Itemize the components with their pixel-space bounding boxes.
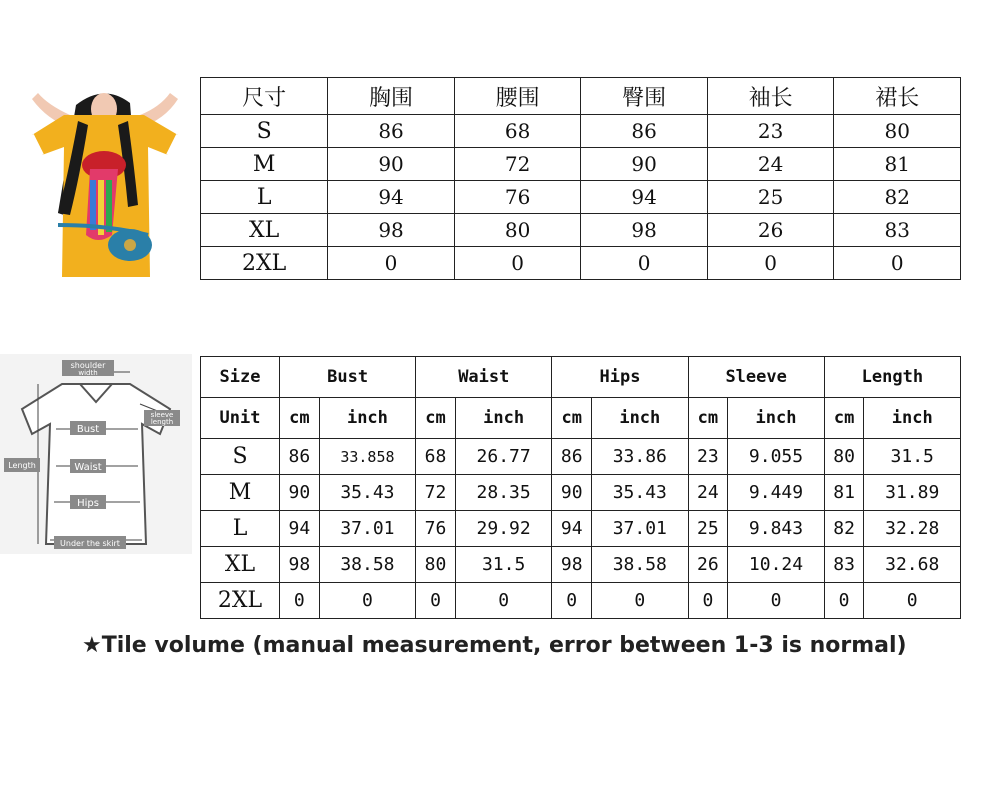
cn-value-cell: 86 bbox=[328, 115, 455, 148]
en-value-cell: 35.43 bbox=[319, 475, 416, 511]
en-size-cell: 2XL bbox=[201, 583, 280, 619]
cn-size-cell: XL bbox=[201, 214, 328, 247]
en-value-cell: 90 bbox=[280, 475, 320, 511]
product-photo bbox=[18, 85, 190, 277]
en-value-cell: 0 bbox=[864, 583, 961, 619]
en-value-cell: 37.01 bbox=[592, 511, 689, 547]
en-value-cell: 0 bbox=[280, 583, 320, 619]
en-value-cell: 0 bbox=[728, 583, 825, 619]
en-size-cell: XL bbox=[201, 547, 280, 583]
en-group-header: Waist bbox=[416, 357, 552, 398]
en-size-cell: S bbox=[201, 439, 280, 475]
en-value-cell: 33.858 bbox=[319, 439, 416, 475]
en-value-cell: 31.5 bbox=[455, 547, 552, 583]
en-unit-cell: cm bbox=[280, 398, 320, 439]
cn-value-cell: 98 bbox=[581, 214, 708, 247]
cn-size-cell: M bbox=[201, 148, 328, 181]
en-value-cell: 23 bbox=[688, 439, 728, 475]
cn-size-cell: S bbox=[201, 115, 328, 148]
cn-value-cell: 76 bbox=[454, 181, 581, 214]
en-unit-cell: inch bbox=[592, 398, 689, 439]
cn-header-cell: 尺寸 bbox=[201, 78, 328, 115]
en-value-cell: 81 bbox=[824, 475, 864, 511]
cn-size-table bbox=[200, 77, 961, 280]
diagram-label-bust: Bust bbox=[76, 424, 100, 435]
en-value-cell: 26 bbox=[688, 547, 728, 583]
cn-header-cell: 胸围 bbox=[328, 78, 455, 115]
en-value-cell: 0 bbox=[688, 583, 728, 619]
en-header-row bbox=[201, 357, 961, 398]
cn-value-cell: 98 bbox=[328, 214, 455, 247]
en-value-cell: 0 bbox=[455, 583, 552, 619]
en-table-row bbox=[201, 511, 961, 547]
cn-value-cell: 68 bbox=[454, 115, 581, 148]
diagram-label-hips: Hips bbox=[77, 498, 99, 509]
en-value-cell: 0 bbox=[319, 583, 416, 619]
cn-value-cell: 94 bbox=[581, 181, 708, 214]
en-value-cell: 0 bbox=[824, 583, 864, 619]
en-value-cell: 0 bbox=[552, 583, 592, 619]
en-unit-row bbox=[201, 398, 961, 439]
cn-value-cell: 86 bbox=[581, 115, 708, 148]
cn-value-cell: 0 bbox=[707, 247, 834, 280]
cn-value-cell: 90 bbox=[581, 148, 708, 181]
en-value-cell: 80 bbox=[416, 547, 456, 583]
en-group-header: Sleeve bbox=[688, 357, 824, 398]
en-unit-cell: cm bbox=[824, 398, 864, 439]
en-size-label: Size bbox=[201, 357, 280, 398]
cn-header-row bbox=[201, 78, 961, 115]
en-size-cell: M bbox=[201, 475, 280, 511]
diagram-label-waist: Waist bbox=[74, 462, 102, 473]
cn-value-cell: 94 bbox=[328, 181, 455, 214]
measurement-note: ★Tile volume (manual measurement, error between 1-3 is normal) bbox=[82, 633, 907, 658]
en-value-cell: 31.5 bbox=[864, 439, 961, 475]
en-group-header: Length bbox=[824, 357, 960, 398]
en-value-cell: 94 bbox=[280, 511, 320, 547]
cn-value-cell: 24 bbox=[707, 148, 834, 181]
cn-value-cell: 0 bbox=[454, 247, 581, 280]
en-value-cell: 25 bbox=[688, 511, 728, 547]
cn-table-row bbox=[201, 247, 961, 280]
en-value-cell: 38.58 bbox=[592, 547, 689, 583]
en-value-cell: 29.92 bbox=[455, 511, 552, 547]
en-value-cell: 0 bbox=[592, 583, 689, 619]
en-value-cell: 26.77 bbox=[455, 439, 552, 475]
en-unit-cell: inch bbox=[864, 398, 961, 439]
cn-header-cell: 臀围 bbox=[581, 78, 708, 115]
en-value-cell: 86 bbox=[280, 439, 320, 475]
diagram-label-hem: Under the skirt bbox=[60, 539, 120, 548]
en-unit-label: Unit bbox=[201, 398, 280, 439]
en-value-cell: 0 bbox=[416, 583, 456, 619]
en-unit-cell: cm bbox=[552, 398, 592, 439]
en-value-cell: 68 bbox=[416, 439, 456, 475]
en-unit-cell: inch bbox=[728, 398, 825, 439]
en-table-row bbox=[201, 583, 961, 619]
cn-value-cell: 83 bbox=[834, 214, 961, 247]
en-value-cell: 9.843 bbox=[728, 511, 825, 547]
diagram-label-sleeve: sleeve bbox=[150, 411, 174, 419]
en-value-cell: 38.58 bbox=[319, 547, 416, 583]
diagram-label-length: Length bbox=[8, 461, 36, 470]
en-value-cell: 98 bbox=[552, 547, 592, 583]
en-value-cell: 90 bbox=[552, 475, 592, 511]
en-table-row bbox=[201, 547, 961, 583]
en-table-row bbox=[201, 475, 961, 511]
cn-value-cell: 0 bbox=[581, 247, 708, 280]
cn-table-row bbox=[201, 214, 961, 247]
en-value-cell: 9.449 bbox=[728, 475, 825, 511]
en-size-cell: L bbox=[201, 511, 280, 547]
en-value-cell: 80 bbox=[824, 439, 864, 475]
en-value-cell: 98 bbox=[280, 547, 320, 583]
cn-value-cell: 26 bbox=[707, 214, 834, 247]
en-unit-cell: inch bbox=[319, 398, 416, 439]
en-group-header: Hips bbox=[552, 357, 688, 398]
en-value-cell: 76 bbox=[416, 511, 456, 547]
cn-value-cell: 80 bbox=[454, 214, 581, 247]
en-size-table bbox=[200, 356, 961, 619]
en-value-cell: 83 bbox=[824, 547, 864, 583]
cn-value-cell: 72 bbox=[454, 148, 581, 181]
diagram-label-sleeve-length: length bbox=[150, 418, 174, 426]
cn-size-cell: L bbox=[201, 181, 328, 214]
cn-value-cell: 82 bbox=[834, 181, 961, 214]
en-value-cell: 35.43 bbox=[592, 475, 689, 511]
en-value-cell: 94 bbox=[552, 511, 592, 547]
diagram-label-shoulder: shoulder bbox=[70, 361, 106, 370]
en-value-cell: 32.28 bbox=[864, 511, 961, 547]
cn-value-cell: 0 bbox=[834, 247, 961, 280]
en-value-cell: 72 bbox=[416, 475, 456, 511]
cn-header-cell: 袖长 bbox=[707, 78, 834, 115]
cn-value-cell: 0 bbox=[328, 247, 455, 280]
en-value-cell: 33.86 bbox=[592, 439, 689, 475]
cn-value-cell: 81 bbox=[834, 148, 961, 181]
en-value-cell: 37.01 bbox=[319, 511, 416, 547]
cn-header-cell: 裙长 bbox=[834, 78, 961, 115]
cn-value-cell: 23 bbox=[707, 115, 834, 148]
garment-diagram bbox=[0, 354, 192, 554]
cn-size-cell: 2XL bbox=[201, 247, 328, 280]
en-value-cell: 10.24 bbox=[728, 547, 825, 583]
en-unit-cell: cm bbox=[688, 398, 728, 439]
en-unit-cell: cm bbox=[416, 398, 456, 439]
cn-table-row bbox=[201, 115, 961, 148]
en-value-cell: 9.055 bbox=[728, 439, 825, 475]
cn-value-cell: 90 bbox=[328, 148, 455, 181]
en-value-cell: 31.89 bbox=[864, 475, 961, 511]
en-value-cell: 24 bbox=[688, 475, 728, 511]
en-value-cell: 86 bbox=[552, 439, 592, 475]
diagram-label-width: width bbox=[78, 369, 98, 377]
cn-table-row bbox=[201, 148, 961, 181]
en-value-cell: 82 bbox=[824, 511, 864, 547]
cn-value-cell: 80 bbox=[834, 115, 961, 148]
en-unit-cell: inch bbox=[455, 398, 552, 439]
en-table-row bbox=[201, 439, 961, 475]
en-value-cell: 28.35 bbox=[455, 475, 552, 511]
en-group-header: Bust bbox=[280, 357, 416, 398]
cn-header-cell: 腰围 bbox=[454, 78, 581, 115]
cn-value-cell: 25 bbox=[707, 181, 834, 214]
en-value-cell: 32.68 bbox=[864, 547, 961, 583]
cn-table-row bbox=[201, 181, 961, 214]
